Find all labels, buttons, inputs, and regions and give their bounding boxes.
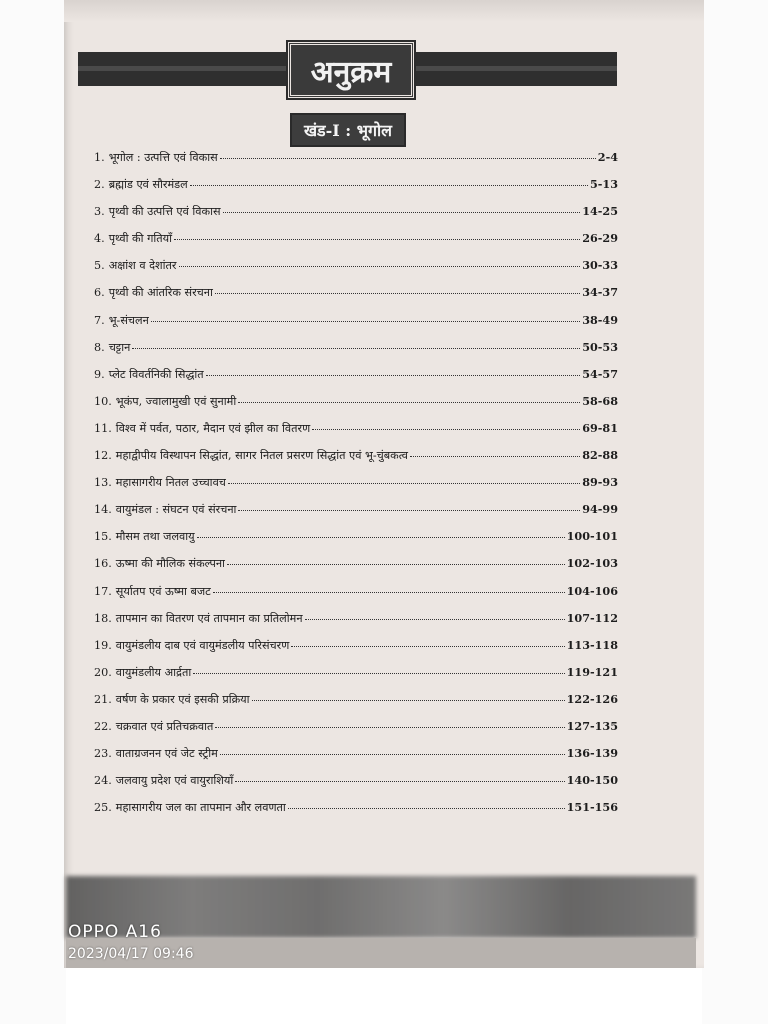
toc-entry bbox=[94, 719, 618, 746]
header-bar-right bbox=[410, 52, 617, 86]
toc-entry-number: 15. bbox=[94, 530, 112, 544]
toc-entry bbox=[94, 800, 618, 827]
toc-entry bbox=[94, 313, 618, 340]
header-bar-left bbox=[78, 52, 286, 86]
toc-entry-title: तापमान का वितरण एवं तापमान का प्रतिलोमन bbox=[115, 611, 303, 625]
toc-entry-pages: 127-135 bbox=[566, 718, 618, 733]
toc-entry-pages: 50-53 bbox=[582, 339, 618, 354]
toc-entry-pages: 140-150 bbox=[566, 773, 618, 788]
toc-entry bbox=[94, 665, 618, 692]
toc-entry bbox=[94, 231, 618, 258]
toc-entry-title: पृथ्वी की उत्पत्ति एवं विकास bbox=[108, 205, 221, 219]
toc-entry-number: 17. bbox=[94, 584, 112, 598]
toc-leader-dots bbox=[227, 564, 565, 565]
table-of-contents bbox=[94, 150, 618, 827]
toc-entry-title: महासागरीय जल का तापमान और लवणता bbox=[115, 801, 286, 815]
toc-entry-number: 20. bbox=[94, 665, 112, 679]
toc-entry-title: ब्रह्मांड एवं सौरमंडल bbox=[108, 178, 188, 192]
camera-watermark bbox=[68, 922, 194, 964]
toc-leader-dots bbox=[197, 537, 565, 538]
toc-entry-pages: 94-99 bbox=[582, 502, 618, 517]
toc-leader-dots bbox=[193, 673, 564, 674]
toc-entry bbox=[94, 611, 618, 638]
toc-entry-pages: 38-49 bbox=[582, 312, 618, 327]
toc-entry bbox=[94, 177, 618, 204]
toc-entry-number: 1. bbox=[94, 151, 105, 164]
toc-entry bbox=[94, 448, 618, 475]
toc-entry-number: 9. bbox=[94, 367, 105, 381]
page-title: अनुक्रम bbox=[288, 42, 414, 98]
toc-entry-title: वायुमंडलीय दाब एवं वायुमंडलीय परिसंचरण bbox=[115, 638, 290, 652]
watermark-datetime: 2023/04/17 09:46 bbox=[68, 946, 194, 962]
toc-entry-number: 16. bbox=[94, 557, 112, 571]
toc-entry bbox=[94, 367, 618, 394]
toc-entry-number: 12. bbox=[94, 449, 112, 463]
toc-entry bbox=[94, 258, 618, 285]
toc-leader-dots bbox=[305, 619, 565, 620]
toc-entry-title: मौसम तथा जलवायु bbox=[115, 530, 195, 544]
toc-entry-title: वाताग्रजनन एवं जेट स्ट्रीम bbox=[115, 747, 218, 761]
toc-entry bbox=[94, 204, 618, 231]
toc-entry-title: भू-संचलन bbox=[108, 313, 149, 327]
toc-entry-title: महासागरीय नितल उच्चावच bbox=[115, 476, 226, 490]
toc-entry-pages: 102-103 bbox=[566, 556, 618, 571]
toc-leader-dots bbox=[252, 700, 565, 701]
toc-entry bbox=[94, 529, 618, 556]
toc-entry-title: ऊष्मा की मौलिक संकल्पना bbox=[115, 557, 225, 571]
toc-entry-number: 6. bbox=[94, 286, 105, 300]
toc-entry-title: वर्षण के प्रकार एवं इसकी प्रक्रिया bbox=[115, 692, 250, 706]
toc-entry bbox=[94, 285, 618, 312]
toc-entry-number: 21. bbox=[94, 692, 112, 706]
toc-entry bbox=[94, 394, 618, 421]
toc-entry-title: भूगोल : उत्पत्ति एवं विकास bbox=[108, 151, 218, 164]
toc-entry-number: 22. bbox=[94, 719, 112, 733]
toc-entry-title: महाद्वीपीय विस्थापन सिद्धांत, सागर नितल प्रसरण सिद्धांत एवं भू-चुंबकत्व bbox=[115, 449, 408, 463]
toc-entry-number: 19. bbox=[94, 638, 112, 652]
toc-entry bbox=[94, 773, 618, 800]
toc-entry-pages: 2-4 bbox=[597, 150, 618, 164]
toc-entry-title: सूर्यातप एवं ऊष्मा बजट bbox=[115, 584, 211, 598]
toc-entry-pages: 69-81 bbox=[582, 420, 618, 435]
toc-entry-title: पृथ्वी की गतियाँ bbox=[108, 232, 173, 246]
toc-entry-title: पृथ्वी की आंतरिक संरचना bbox=[108, 286, 213, 300]
toc-leader-dots bbox=[206, 375, 581, 376]
toc-leader-dots bbox=[190, 185, 588, 186]
toc-entry-number: 23. bbox=[94, 747, 112, 761]
toc-leader-dots bbox=[213, 592, 565, 593]
toc-leader-dots bbox=[174, 239, 580, 240]
toc-entry-pages: 14-25 bbox=[582, 204, 618, 219]
toc-entry-title: चक्रवात एवं प्रतिचक्रवात bbox=[115, 719, 214, 733]
toc-entry-pages: 5-13 bbox=[590, 177, 618, 192]
toc-entry-number: 24. bbox=[94, 774, 112, 788]
toc-entry-pages: 82-88 bbox=[582, 448, 618, 463]
toc-entry-number: 2. bbox=[94, 178, 105, 192]
toc-leader-dots bbox=[220, 158, 596, 159]
toc-leader-dots bbox=[312, 429, 580, 430]
toc-entry-title: विश्व में पर्वत, पठार, मैदान एवं झील का वितरण bbox=[115, 421, 311, 435]
toc-entry-pages: 58-68 bbox=[582, 393, 618, 408]
toc-entry bbox=[94, 746, 618, 773]
section-label: खंड-I : भूगोल bbox=[290, 113, 406, 147]
watermark-brand: OPPO A16 bbox=[68, 922, 162, 942]
toc-entry-pages: 30-33 bbox=[582, 258, 618, 273]
toc-entry bbox=[94, 502, 618, 529]
toc-entry-pages: 89-93 bbox=[582, 475, 618, 490]
toc-entry-number: 18. bbox=[94, 611, 112, 625]
toc-leader-dots bbox=[238, 510, 580, 511]
toc-entry-number: 13. bbox=[94, 476, 112, 490]
toc-entry-title: जलवायु प्रदेश एवं वायुराशियाँ bbox=[115, 774, 234, 788]
toc-entry-number: 4. bbox=[94, 232, 105, 246]
toc-entry-pages: 113-118 bbox=[566, 637, 618, 652]
toc-entry-number: 11. bbox=[94, 421, 112, 435]
toc-entry-number: 8. bbox=[94, 340, 105, 354]
toc-leader-dots bbox=[238, 402, 580, 403]
toc-leader-dots bbox=[215, 293, 580, 294]
toc-leader-dots bbox=[291, 646, 564, 647]
toc-entry bbox=[94, 150, 618, 177]
toc-entry-title: वायुमंडलीय आर्द्रता bbox=[115, 665, 192, 679]
toc-entry-pages: 104-106 bbox=[566, 583, 618, 598]
toc-leader-dots bbox=[223, 212, 581, 213]
toc-leader-dots bbox=[235, 781, 564, 782]
toc-entry-pages: 34-37 bbox=[582, 285, 618, 300]
toc-entry-number: 5. bbox=[94, 259, 105, 273]
toc-leader-dots bbox=[228, 483, 580, 484]
toc-entry-title: प्लेट विवर्तनिकी सिद्धांत bbox=[108, 367, 204, 381]
toc-leader-dots bbox=[151, 321, 580, 322]
toc-entry-pages: 136-139 bbox=[566, 746, 618, 761]
toc-leader-dots bbox=[132, 348, 580, 349]
toc-entry-pages: 54-57 bbox=[582, 366, 618, 381]
toc-entry-title: चट्टान bbox=[108, 340, 131, 354]
toc-entry bbox=[94, 556, 618, 583]
toc-entry-pages: 122-126 bbox=[566, 691, 618, 706]
toc-entry-pages: 26-29 bbox=[582, 231, 618, 246]
toc-leader-dots bbox=[288, 808, 565, 809]
toc-entry-pages: 107-112 bbox=[566, 610, 618, 625]
toc-entry-number: 10. bbox=[94, 394, 112, 408]
toc-entry bbox=[94, 692, 618, 719]
toc-leader-dots bbox=[410, 456, 580, 457]
toc-entry bbox=[94, 421, 618, 448]
toc-entry-title: भूकंप, ज्वालामुखी एवं सुनामी bbox=[115, 394, 237, 408]
toc-entry-number: 3. bbox=[94, 205, 105, 219]
toc-entry-title: अक्षांश व देशांतर bbox=[108, 259, 177, 273]
toc-entry bbox=[94, 584, 618, 611]
toc-leader-dots bbox=[179, 266, 581, 267]
toc-entry bbox=[94, 340, 618, 367]
toc-leader-dots bbox=[220, 754, 565, 755]
toc-entry-number: 25. bbox=[94, 801, 112, 815]
toc-entry-number: 7. bbox=[94, 313, 105, 327]
background-right bbox=[702, 0, 768, 1024]
toc-entry-title: वायुमंडल : संघटन एवं संरचना bbox=[115, 503, 237, 517]
toc-entry bbox=[94, 475, 618, 502]
toc-entry-pages: 100-101 bbox=[566, 529, 618, 544]
toc-entry-pages: 119-121 bbox=[566, 664, 618, 679]
background-left bbox=[0, 0, 66, 1024]
toc-entry-pages: 151-156 bbox=[566, 800, 618, 815]
toc-entry bbox=[94, 638, 618, 665]
page-top-shadow bbox=[64, 0, 704, 22]
toc-leader-dots bbox=[215, 727, 564, 728]
toc-entry-number: 14. bbox=[94, 503, 112, 517]
